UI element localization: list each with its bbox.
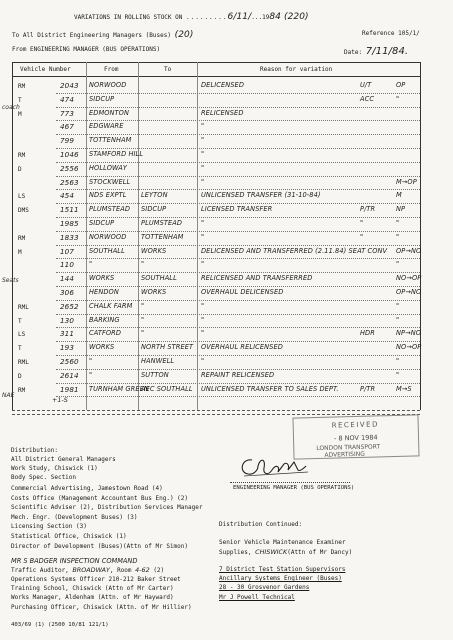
signature-caption: ENGINEERING MANAGER (BUS OPERATIONS): [233, 485, 355, 491]
table-row: [0, 342, 453, 356]
doc-title: VARIATIONS IN ROLLING STOCK ON .........6/11/...1984 (220): [74, 12, 309, 22]
row-number: 193: [60, 343, 75, 353]
table-row: [0, 273, 453, 287]
row-type: RM: [18, 386, 26, 394]
row-from: ": [89, 370, 93, 379]
row-reason: ": [201, 301, 205, 310]
row-to: SOUTHALL: [141, 274, 177, 283]
totals-handwritten: +1-S: [52, 396, 68, 404]
signature-mark: [234, 452, 314, 480]
row-number: 2563: [60, 177, 79, 187]
table-row: [0, 287, 453, 301]
row-type: RML: [18, 359, 29, 366]
row-type: D: [18, 165, 22, 173]
row-to: TOTTENHAM: [141, 232, 184, 241]
distribution-continued-heading: Distribution Continued:: [219, 521, 303, 528]
row-note: NP→NO: [396, 329, 422, 338]
row-from: STOCKWELL: [89, 177, 131, 186]
row-note: NO→OP: [396, 343, 422, 352]
stamp-received: RECEIVED: [331, 420, 380, 430]
title-date-handwritten: 6/11/: [227, 12, 252, 22]
row-note: ": [396, 260, 400, 269]
to-line: To All District Engineering Managers (Buses) (20): [12, 30, 194, 40]
row-number: 306: [60, 288, 75, 297]
table-row: [0, 80, 453, 94]
stamp-org-line2: ADVERTISING: [324, 450, 365, 459]
table-bottom-rule: [12, 410, 420, 411]
row-note: OP: [396, 81, 406, 89]
table-header-rule: [12, 76, 420, 77]
row-number: 1981: [60, 384, 79, 394]
row-to: ": [141, 315, 145, 324]
row-code: ACC: [360, 94, 375, 103]
row-from: TURNHAM GREEN: [89, 384, 149, 393]
row-note: NO→OP: [396, 274, 422, 283]
distribution-handwritten-line: MR S BADGER INSPECTION COMMAND: [11, 557, 138, 565]
distribution-item: Works Manager, Aldenham (Attn. of Mr Hayward): [11, 594, 174, 602]
row-reason: ": [201, 177, 205, 186]
row-number: 311: [60, 329, 75, 339]
table-row: [0, 356, 453, 370]
row-reason: RELICENSED: [201, 108, 244, 117]
row-number: 2560: [60, 357, 79, 366]
table-row: [0, 259, 453, 273]
row-from: HENDON: [89, 288, 119, 296]
row-reason: LICENSED TRANSFER: [201, 205, 273, 214]
from-line: From ENGINEERING MANAGER (BUS OPERATIONS): [12, 46, 161, 53]
row-number: 2614: [60, 370, 79, 380]
row-reason: ": [201, 329, 205, 338]
table-row: [0, 163, 453, 177]
row-reason: OVERHAUL RELICENSED: [201, 343, 283, 352]
row-note: M→S: [396, 384, 412, 393]
distribution-item: Costs Office (Management Accountant Bus Eng.) (2): [11, 494, 189, 502]
table-row: [0, 384, 453, 398]
table-row: [0, 108, 453, 122]
date-value-handwritten: 7/11/84.: [365, 46, 409, 57]
table-row: [0, 204, 453, 218]
row-reason: DELICENSED: [201, 81, 244, 89]
title-year-handwritten: 84 (220): [269, 12, 309, 22]
row-reason: ": [201, 219, 205, 227]
row-type: M: [18, 110, 22, 118]
row-type: T: [18, 317, 22, 325]
distribution-heading: Distribution:: [11, 447, 58, 454]
distribution-item: Work Study, Chiswick (1): [11, 465, 98, 472]
row-code: ": [360, 219, 364, 227]
table-top-rule: [12, 62, 420, 63]
row-to: HANWELL: [141, 357, 175, 365]
distribution-item: Operations Systems Officer 210-212 Baker Street: [11, 576, 181, 583]
distribution-item: Director of Development (Buses)(Attn of Mr Simon): [11, 542, 189, 550]
table-row: [0, 370, 453, 384]
date-line: Date: 7/11/84.: [344, 46, 409, 57]
row-code: P/TR: [360, 384, 376, 393]
form-footer-code: 403/69 (1) (2500 10/81 121/1): [11, 622, 109, 628]
table-row: [0, 246, 453, 260]
row-number: 1985: [60, 219, 79, 228]
row-note: M: [396, 191, 402, 200]
distribution-item: Mech. Engr. (Development Buses) (3): [11, 513, 138, 521]
row-reason: ": [201, 260, 205, 269]
row-number: 144: [60, 274, 75, 284]
distribution-item: Scientific Adviser (2), Distribution Services Manager: [11, 504, 203, 512]
row-note: ": [396, 357, 400, 365]
row-note: M→OP: [396, 177, 417, 186]
reference-label: Reference 105/1/: [362, 30, 420, 37]
row-from: CHALK FARM: [89, 301, 133, 310]
distribution-item: Commercial Advertising, Jamestown Road (4): [11, 485, 163, 492]
table-row: [0, 190, 453, 204]
row-reason: RELICENSED AND TRANSFERRED: [201, 274, 313, 283]
table-row: [0, 232, 453, 246]
table-row: [0, 94, 453, 108]
row-number: 474: [60, 94, 75, 104]
row-rule: [56, 396, 420, 397]
col-header-from: From: [104, 66, 119, 73]
row-type: T: [18, 96, 22, 104]
table-row: [0, 315, 453, 329]
row-from: EDMONTON: [89, 108, 130, 117]
row-from: SIDCUP: [89, 94, 115, 103]
signature-line: [230, 482, 350, 483]
distribution-continued-item: 28 - 30 Grosvenor Gardens: [219, 584, 310, 592]
row-reason: UNLICENSED TRANSFER TO SALES DEPT.: [201, 384, 339, 393]
table-row: [0, 135, 453, 149]
distribution-item: Purchasing Officer, Chiswick (Attn. of Mr Hillier): [11, 603, 192, 611]
row-to: WORKS: [141, 288, 167, 296]
table-row: [0, 177, 453, 191]
row-from: PLUMSTEAD: [89, 205, 131, 214]
row-note: ": [396, 301, 400, 310]
distribution-item: Statistical Office, Chiswick (1): [11, 533, 127, 540]
col-header-vehicle: Vehicle Number: [20, 66, 71, 73]
row-to: NORTH STREET: [141, 343, 194, 352]
row-number: 1833: [60, 232, 79, 242]
row-reason: UNLICENSED TRANSFER (31-10-84): [201, 191, 321, 200]
distribution-continued-item-0: Senior Vehicle Maintenance Examiner: [219, 539, 346, 546]
row-type: LS: [18, 331, 26, 339]
row-reason: DELICENSED AND TRANSFERRED (2.11.84) SEAT CONV: [201, 246, 388, 255]
row-code: U/T: [360, 81, 372, 89]
row-type: D: [18, 372, 22, 380]
row-code: P/TR: [360, 205, 376, 214]
row-to: ": [141, 329, 145, 338]
table-row: [0, 149, 453, 163]
row-reason: ": [201, 357, 205, 365]
row-from: ": [89, 357, 93, 365]
row-from: NORWOOD: [89, 81, 127, 89]
row-code: HDR: [360, 329, 375, 338]
stamp-date: - 8 NOV 1984: [333, 433, 378, 443]
row-reason: ": [201, 136, 205, 145]
table-row: [0, 218, 453, 232]
row-number: 799: [60, 136, 75, 146]
row-reason: OVERHAUL DELICENSED: [201, 288, 284, 296]
row-type: RML: [18, 303, 29, 311]
distribution-continued-item: Mr J Powell Technical: [219, 593, 295, 601]
row-number: 467: [60, 122, 75, 132]
row-number: 1046: [60, 150, 79, 159]
row-note: ": [396, 94, 400, 103]
distribution-item: Licensing Section (3): [11, 523, 87, 531]
row-note: ": [396, 232, 400, 241]
to-count-handwritten: (20): [174, 30, 194, 40]
row-to: SUTTON: [141, 370, 169, 379]
row-number: 773: [60, 108, 75, 118]
row-from: STAMFORD HILL: [89, 150, 144, 158]
row-from: ": [89, 260, 93, 269]
row-reason: ": [201, 232, 205, 241]
row-from: HOLLOWAY: [89, 163, 128, 172]
row-from: NDS EXPTL: [89, 191, 127, 200]
distribution-item: Training School, Chiswick (Attn of Mr Carter): [11, 585, 174, 593]
row-from: BARKING: [89, 315, 120, 324]
row-from: TOTTENHAM: [89, 136, 132, 145]
stamp-org-line1: LONDON TRANSPORT: [316, 443, 381, 453]
row-note: ": [396, 315, 400, 324]
row-number: 2652: [60, 301, 79, 311]
row-from: NORWOOD: [89, 232, 127, 241]
table-row: [0, 121, 453, 135]
margin-note-seats: Seats: [2, 277, 19, 284]
row-from: WORKS: [89, 274, 115, 283]
row-type: T: [18, 345, 22, 353]
row-type: RM: [18, 83, 26, 90]
row-number: 2043: [60, 81, 79, 90]
row-from: SOUTHALL: [89, 246, 125, 255]
row-number: 130: [60, 315, 75, 325]
row-reason: ": [201, 315, 205, 324]
row-type: LS: [18, 193, 26, 201]
col-header-reason: Reason for variation: [260, 66, 333, 73]
row-to: WORKS: [141, 246, 167, 255]
row-note: OP→NO: [396, 288, 422, 296]
distribution-continued-item: Ancillary Systems Engineer (Buses): [219, 575, 342, 583]
distribution-continued-supplies: Supplies, CHISWICK(Attn of Mr Dancy): [219, 548, 353, 556]
row-reason: ": [201, 122, 205, 131]
row-to: LEYTON: [141, 191, 168, 200]
row-to: SIDCUP: [141, 205, 167, 214]
row-number: 107: [60, 246, 75, 256]
distribution-item: Body Spec. Section: [11, 474, 77, 481]
row-note: ": [396, 370, 400, 379]
row-from: CATFORD: [89, 329, 122, 338]
row-to: AEC SOUTHALL: [141, 384, 193, 393]
margin-note-coach: coach: [2, 104, 20, 111]
row-type: M: [18, 248, 22, 256]
row-from: WORKS: [89, 343, 115, 352]
row-code: ": [360, 232, 364, 241]
row-number: 454: [60, 191, 75, 201]
row-from: SIDCUP: [89, 219, 115, 227]
row-to: PLUMSTEAD: [141, 219, 183, 227]
row-number: 2556: [60, 163, 79, 173]
row-note: NP: [396, 205, 406, 214]
distribution-continued-item: 7 District Test Station Supervisors: [219, 566, 346, 573]
row-type: DMS: [18, 207, 29, 215]
row-reason: ": [201, 163, 205, 172]
row-reason: ": [201, 150, 205, 158]
row-type: RM: [18, 234, 26, 242]
row-note: OP→NO: [396, 246, 422, 255]
distribution-item: All District General Managers: [11, 456, 116, 463]
table-row: [0, 328, 453, 342]
row-number: 1511: [60, 205, 79, 215]
col-header-to: To: [164, 66, 172, 73]
row-type: RM: [18, 152, 26, 159]
traffic-auditor-line: Traffic Auditor, BROADWAY, Room 4-62 (2): [11, 566, 165, 574]
table-row: [0, 301, 453, 315]
row-from: EDGWARE: [89, 122, 124, 131]
row-to: ": [141, 260, 145, 269]
row-number: 110: [60, 260, 75, 270]
row-reason: REPAINT RELICENSED: [201, 370, 275, 379]
margin-note-nae: NAE: [2, 392, 15, 399]
row-to: ": [141, 301, 145, 310]
table-bottom-rule-2: [12, 414, 420, 415]
row-note: ": [396, 219, 400, 227]
